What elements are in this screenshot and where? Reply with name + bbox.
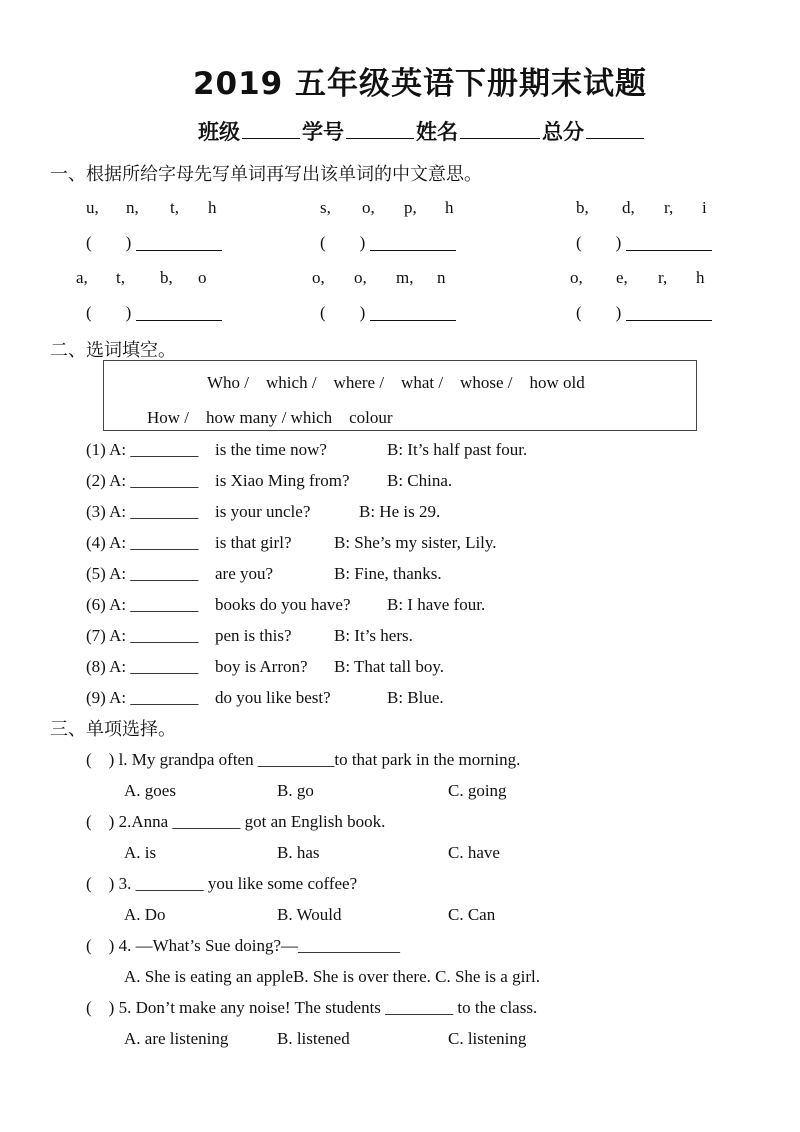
letter: r,: [658, 268, 668, 287]
fill-question: is the time now?: [215, 440, 327, 459]
letter: m,: [396, 268, 414, 287]
fill-blank-number[interactable]: (2) A: ________: [86, 471, 199, 490]
question-stem[interactable]: ( ) 5. Don’t make any noise! The students ________ to the class.: [86, 998, 538, 1017]
letter: o: [198, 268, 207, 287]
fill-blank-number[interactable]: (4) A: ________: [86, 533, 199, 552]
answer-option[interactable]: A. goes: [124, 781, 176, 800]
answer-paren[interactable]: ( ): [86, 233, 132, 252]
word-bank-line-1: Who / which / where / what / whose / how old: [207, 373, 585, 392]
fill-answer: B: It’s half past four.: [387, 440, 528, 459]
answer-option[interactable]: A. is: [124, 843, 157, 862]
answer-option[interactable]: A. are listening: [124, 1029, 229, 1048]
fill-question: pen is this?: [215, 626, 292, 645]
letter: h: [445, 198, 454, 217]
answer-line[interactable]: [626, 236, 712, 251]
fill-blank-number[interactable]: (6) A: ________: [86, 595, 199, 614]
fill-question: books do you have?: [215, 595, 351, 614]
answer-line[interactable]: [370, 236, 456, 251]
section1-heading: 一、根据所给字母先写单词再写出该单词的中文意思。: [50, 164, 482, 185]
fill-answer: B: That tall boy.: [334, 657, 445, 676]
letter: t,: [170, 198, 179, 217]
student-info-line: [0, 116, 800, 146]
letter: h: [208, 198, 217, 217]
fill-question: do you like best?: [215, 688, 331, 707]
letter: o,: [570, 268, 583, 287]
name-blank[interactable]: [460, 120, 540, 139]
letter: r,: [664, 198, 674, 217]
answer-option[interactable]: B. go: [277, 781, 314, 800]
question-stem[interactable]: ( ) l. My grandpa often _________to that park in the morning.: [86, 750, 521, 769]
answer-options-line[interactable]: A. She is eating an appleB. She is over there. C. She is a girl.: [124, 967, 540, 986]
letter: o,: [354, 268, 367, 287]
letter: n: [437, 268, 446, 287]
letter: h: [696, 268, 705, 287]
fill-answer: B: China.: [387, 471, 453, 490]
word-bank-line-2: How / how many / which colour: [147, 408, 393, 427]
class-blank[interactable]: [242, 120, 300, 139]
question-stem[interactable]: ( ) 3. ________ you like some coffee?: [86, 874, 358, 893]
answer-option[interactable]: C. going: [448, 781, 507, 800]
answer-paren[interactable]: ( ): [320, 233, 366, 252]
fill-answer: B: Blue.: [387, 688, 444, 707]
letter: d,: [622, 198, 635, 217]
answer-option[interactable]: C. Can: [448, 905, 496, 924]
letter: b,: [160, 268, 173, 287]
number-label: 学号: [302, 120, 344, 144]
letter: s,: [320, 198, 331, 217]
answer-paren[interactable]: ( ): [320, 303, 366, 322]
answer-line[interactable]: [136, 306, 222, 321]
letter: p,: [404, 198, 417, 217]
question-stem[interactable]: ( ) 2.Anna ________ got an English book.: [86, 812, 386, 831]
fill-answer: B: He is 29.: [359, 502, 441, 521]
letter: o,: [312, 268, 325, 287]
fill-blank-number[interactable]: (3) A: ________: [86, 502, 199, 521]
fill-answer: B: She’s my sister, Lily.: [334, 533, 497, 552]
fill-blank-number[interactable]: (5) A: ________: [86, 564, 199, 583]
fill-blank-number[interactable]: (9) A: ________: [86, 688, 199, 707]
answer-option[interactable]: B. listened: [277, 1029, 350, 1048]
letter: u,: [86, 198, 99, 217]
answer-paren[interactable]: ( ): [576, 303, 622, 322]
fill-question: is your uncle?: [215, 502, 311, 521]
name-label: 姓名: [416, 120, 458, 144]
section2-heading: 二、选词填空。: [50, 340, 176, 361]
number-blank[interactable]: [346, 120, 414, 139]
page-title: 2019 五年级英语下册期末试题: [192, 66, 648, 102]
score-blank[interactable]: [586, 120, 644, 139]
answer-paren[interactable]: ( ): [86, 303, 132, 322]
fill-question: boy is Arron?: [215, 657, 308, 676]
fill-answer: B: I have four.: [387, 595, 486, 614]
fill-question: is Xiao Ming from?: [215, 471, 350, 490]
answer-line[interactable]: [136, 236, 222, 251]
letter: o,: [362, 198, 375, 217]
class-label: 班级: [198, 120, 240, 144]
letter: e,: [616, 268, 628, 287]
answer-option[interactable]: B. Would: [277, 905, 342, 924]
fill-blank-number[interactable]: (7) A: ________: [86, 626, 199, 645]
answer-line[interactable]: [626, 306, 712, 321]
letter: n,: [126, 198, 139, 217]
letter: b,: [576, 198, 589, 217]
question-stem[interactable]: ( ) 4. —What’s Sue doing?—____________: [86, 936, 400, 955]
answer-line[interactable]: [370, 306, 456, 321]
fill-blank-number[interactable]: (1) A: ________: [86, 440, 199, 459]
fill-question: are you?: [215, 564, 274, 583]
fill-blank-number[interactable]: (8) A: ________: [86, 657, 199, 676]
fill-answer: B: Fine, thanks.: [334, 564, 442, 583]
letter: t,: [116, 268, 125, 287]
answer-option[interactable]: B. has: [277, 843, 320, 862]
answer-paren[interactable]: ( ): [576, 233, 622, 252]
fill-answer: B: It’s hers.: [334, 626, 413, 645]
letter: i: [702, 198, 707, 217]
fill-question: is that girl?: [215, 533, 292, 552]
letter: a,: [76, 268, 88, 287]
score-label: 总分: [542, 120, 584, 144]
answer-option[interactable]: A. Do: [124, 905, 166, 924]
answer-option[interactable]: C. listening: [448, 1029, 527, 1048]
answer-option[interactable]: C. have: [448, 843, 500, 862]
section3-heading: 三、单项选择。: [50, 719, 176, 740]
